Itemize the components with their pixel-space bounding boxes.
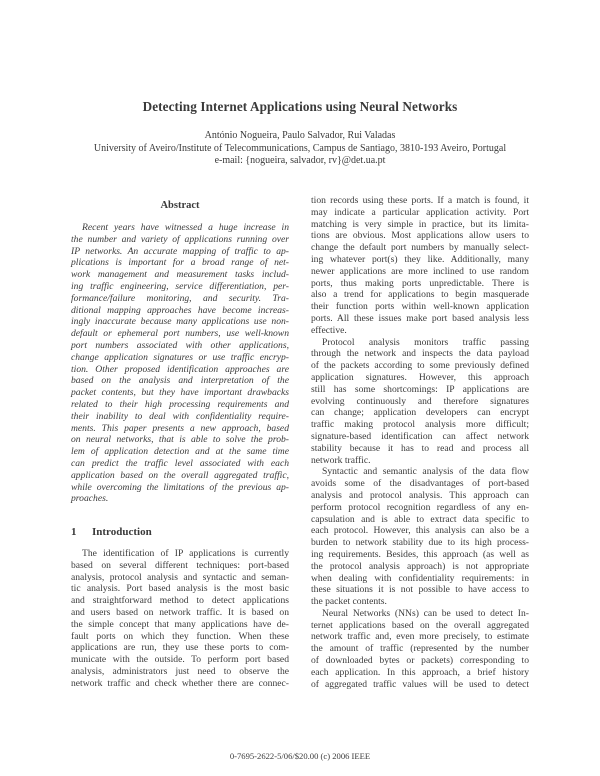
text-line: stability because it has to read and process all: [311, 442, 529, 454]
text-line: still has some shortcomings: IP applications are: [311, 383, 529, 395]
text-line: of downloaded bytes or packets) corresponding to: [311, 655, 529, 667]
text-line: Neural Networks (NNs) can be used to detect In-: [322, 607, 529, 619]
text-line: based on the analysis and interpretation of the: [71, 375, 289, 387]
text-line: plications is important for a broad range of net-: [71, 257, 289, 269]
text-line: The identification of IP applications is currently: [82, 548, 289, 559]
text-line: also a trend for applications to begin masquerade: [311, 289, 529, 301]
text-line: work management and measurement tasks includ-: [71, 269, 289, 281]
text-line: analysis, administrators just need to observe the: [71, 665, 289, 677]
paper-title: Detecting Internet Applications using Neural Networks: [142, 99, 458, 114]
text-line: packet contents, but they have important drawbacks: [71, 387, 289, 399]
text-line: network traffic and check whether there are connec-: [71, 677, 289, 689]
text-line: lem of application detection and at the same time: [71, 446, 289, 458]
text-line: the protocol analysis approach) is not appropriate: [311, 560, 529, 572]
text-line: tion records using these ports. If a match is found, it: [311, 195, 529, 206]
text-line: application based on the overall aggregated traffic,: [71, 469, 289, 481]
text-line: applications are run, they use these ports to com-: [71, 642, 289, 654]
text-line: ternet applications based on the overall aggregated: [311, 619, 529, 631]
text-line: the number and variety of applications running over: [71, 233, 289, 245]
text-line: related to their high processing requirements and: [71, 398, 289, 410]
text-line: the amount of traffic (represented by the number: [311, 643, 529, 655]
introduction-body-left: [71, 548, 289, 690]
text-line: each application. In this approach, a brief history: [311, 666, 529, 678]
text-line: of the packets according to some previously defined: [311, 360, 529, 372]
text-line: change the default port numbers by manually select-: [311, 242, 529, 254]
text-line: fault ports on which they function. When these: [71, 630, 289, 642]
text-line: ditional mapping approaches have become increas-: [71, 304, 289, 316]
section-heading-introduction: [71, 526, 152, 538]
text-line: municate with the outside. To perform port based: [71, 654, 289, 666]
section-number: 1: [71, 526, 77, 538]
text-line: avoids some of the disadvantages of port-based: [311, 478, 529, 490]
text-line: IP networks. An accurate mapping of traffic to ap-: [71, 245, 289, 257]
text-line: the packet contents.: [311, 596, 387, 608]
text-line: tion. Other proposed identification approaches are: [71, 363, 289, 375]
text-line: when dealing with confidentiality requirements: in: [311, 572, 529, 584]
text-line: ports. All these issues make port based analysis less: [311, 312, 529, 324]
text-line: port numbers associated with other applications,: [71, 339, 289, 351]
text-line: may indicate a particular application activity. Port: [311, 206, 529, 218]
text-line: network traffic.: [311, 454, 371, 466]
text-line: change application signatures or use traffic encryp-: [71, 351, 289, 363]
text-line: on neural networks, that is able to solve the prob-: [71, 434, 289, 446]
text-line: matching is very simple in practice, but its limita-: [311, 218, 529, 230]
introduction-body-right: [311, 195, 529, 690]
text-line: and straightforward method to detect applications: [71, 595, 289, 607]
text-line: default or ephemeral port numbers, use well-known: [71, 328, 289, 340]
text-line: ing requirements. Besides, this approach (as well as: [311, 548, 529, 560]
authors: António Nogueira, Paulo Salvador, Rui Valadas: [204, 130, 396, 141]
text-line: perform protocol recognition regardless of any en-: [311, 501, 529, 513]
abstract-heading: Abstract: [160, 200, 200, 211]
text-line: effective.: [311, 324, 347, 336]
author-email: e-mail: {nogueira, salvador, rv}@det.ua.pt: [214, 155, 386, 166]
text-line: capsulation and is able to extract data specific to: [311, 513, 529, 525]
text-line: evolving continuously and therefore signatures: [311, 395, 529, 407]
text-line: traffic making protocol analysis more difficult;: [311, 419, 529, 431]
text-line: burden to network stability due to its high process-: [311, 537, 529, 549]
text-line: these situations it is not possible to have access to: [311, 584, 529, 596]
text-line: of aggregated traffic values will be used to detect: [311, 678, 529, 690]
text-line: newer applications are more inclined to use random: [311, 265, 529, 277]
text-line: Protocol analysis monitors traffic passing: [322, 336, 529, 348]
text-line: can change; application developers can encrypt: [311, 407, 529, 419]
section-title: Introduction: [92, 526, 152, 538]
text-line: formance/failure monitoring, and security. Tra-: [71, 292, 289, 304]
text-line: Recent years have witnessed a huge increase in: [82, 222, 289, 233]
copyright-footer: 0-7695-2622-5/06/$20.00 (c) 2006 IEEE: [229, 751, 371, 761]
text-line: each protocol. However, this analysis can also be a: [311, 525, 529, 537]
text-line: signature-based identification can affect network: [311, 430, 529, 442]
text-line: their inability to deal with confidentiality require-: [71, 410, 289, 422]
text-line: tic analysis. Port based analysis is the most basic: [71, 583, 289, 595]
text-line: tions are obvious. Most applications allow users to: [311, 230, 529, 242]
abstract-body: [71, 222, 289, 505]
text-line: the simple concept that many applications have de-: [71, 618, 289, 630]
text-line: ments. This paper presents a new approach, based: [71, 422, 289, 434]
affiliation: University of Aveiro/Institute of Telecommunications, Campus de Santiago, 3810-193 Aveiro, Portugal: [93, 142, 507, 154]
text-line: Syntactic and semantic analysis of the data flow: [322, 466, 529, 478]
text-line: through the network and inspects the data payload: [311, 348, 529, 360]
text-line: ports, thus making ports unpredictable. There is: [311, 277, 529, 289]
text-line: based on several different techniques: port-based: [71, 559, 289, 571]
text-line: ingly inaccurate because many applications use non-: [71, 316, 289, 328]
text-line: their function ports within well-known application: [311, 301, 529, 313]
text-line: can predict the traffic level associated with each: [71, 457, 289, 469]
text-line: ing whatever port(s) they like. Additionally, many: [311, 253, 529, 265]
text-line: application signatures. However, this approach: [311, 371, 529, 383]
text-line: while overcoming the limitations of the previous ap-: [71, 481, 289, 493]
text-line: ing traffic engineering, service differentiation, per-: [71, 280, 289, 292]
text-line: analysis, protocol analysis and syntactic and seman-: [71, 571, 289, 583]
text-line: and users based on network traffic. It is based on: [71, 606, 289, 618]
text-line: network traffic and, even more precisely, to estimate: [311, 631, 529, 643]
text-line: proaches.: [71, 493, 109, 505]
text-line: analysis and protocol analysis. This approach can: [311, 489, 529, 501]
